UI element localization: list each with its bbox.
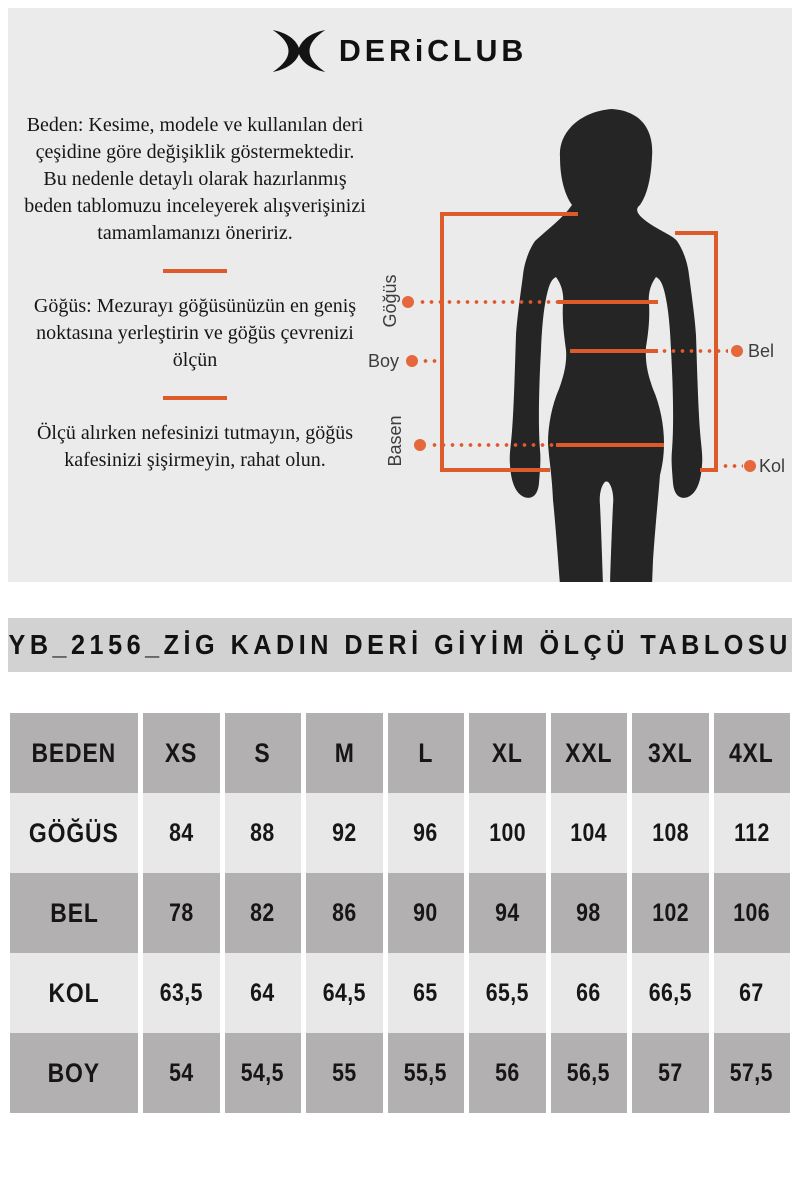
table-header-xxl: XXL	[551, 713, 628, 793]
orange-divider	[163, 269, 227, 273]
table-cell: 92	[306, 793, 383, 873]
dericlub-x-logo-icon	[271, 28, 327, 74]
table-cell: 100	[469, 793, 546, 873]
table-cell: 98	[551, 873, 628, 953]
waist-dotted-line	[660, 349, 728, 353]
chest-label: Göğüs	[380, 274, 400, 328]
hip-dotted-line	[430, 443, 556, 447]
table-cell: 94	[469, 873, 546, 953]
table-cell: 67	[714, 953, 791, 1033]
table-cell: 84	[143, 793, 220, 873]
brand-logo	[8, 28, 792, 74]
size-table	[10, 713, 790, 1113]
intro-paragraph-gogus: Göğüs: Mezurayı göğüsünüzün en geniş noktasına yerleştirin ve göğüs çevrenizi ölçün	[33, 295, 357, 371]
chest-dotted-line	[418, 300, 558, 304]
table-header-m: M	[306, 713, 383, 793]
table-cell: 66	[551, 953, 628, 1033]
left-bracket-top-line	[440, 212, 578, 216]
table-cell: 102	[632, 873, 709, 953]
table-cell: 57,5	[714, 1033, 791, 1113]
table-header-4xl: 4XL	[714, 713, 791, 793]
table-cell: 64	[225, 953, 302, 1033]
height-dotted-line	[421, 359, 443, 363]
table-cell: 54,5	[225, 1033, 302, 1113]
table-cell: 90	[388, 873, 465, 953]
row-label-boy: BOY	[10, 1033, 138, 1113]
table-cell: 66,5	[632, 953, 709, 1033]
table-title: YB_2156_ZİG KADIN DERİ GİYİM ÖLÇÜ TABLOSU	[8, 629, 792, 660]
intro-paragraph-beden: Beden: Kesime, modele ve kullanılan deri çeşidine göre değişiklik göstermektedir. Bu nedenle detaylı olarak hazırlanmış beden tablomuzu inceleyerek alışverişinizi tamamlamanızı öneririz.	[24, 114, 366, 244]
hip-label: Basen	[385, 415, 405, 467]
table-cell: 65,5	[469, 953, 546, 1033]
row-label-kol: KOL	[10, 953, 138, 1033]
arm-label: Kol	[759, 456, 786, 476]
table-title-banner	[8, 618, 792, 672]
table-cell: 55,5	[388, 1033, 465, 1113]
table-cell: 88	[225, 793, 302, 873]
table-cell: 86	[306, 873, 383, 953]
table-header-xs: XS	[143, 713, 220, 793]
intro-paragraph-olcu: Ölçü alırken nefesinizi tutmayın, göğüs kafesinizi şişirmeyin, rahat olun.	[36, 422, 354, 471]
waist-measure-line	[570, 349, 658, 353]
table-header-l: L	[388, 713, 465, 793]
table-header-3xl: 3XL	[632, 713, 709, 793]
table-cell: 63,5	[143, 953, 220, 1033]
table-header-xl: XL	[469, 713, 546, 793]
measurement-info-card	[8, 8, 792, 582]
orange-divider	[163, 396, 227, 400]
right-bracket-top-line	[675, 231, 718, 235]
table-cell: 82	[225, 873, 302, 953]
table-cell: 54	[143, 1033, 220, 1113]
sizing-intro-text	[22, 112, 368, 474]
row-label-bel: BEL	[10, 873, 138, 953]
table-cell: 56	[469, 1033, 546, 1113]
table-cell: 104	[551, 793, 628, 873]
arm-dotted-line	[721, 464, 743, 468]
height-label: Boy	[368, 351, 400, 371]
table-cell: 108	[632, 793, 709, 873]
woman-back-silhouette	[492, 105, 732, 582]
table-cell: 106	[714, 873, 791, 953]
chest-dot	[402, 296, 414, 308]
brand-name: DERiCLUB	[338, 33, 528, 68]
waist-label: Bel	[748, 341, 775, 361]
height-dot	[406, 355, 418, 367]
table-header-s: S	[225, 713, 302, 793]
hip-dot	[414, 439, 426, 451]
left-bracket-vertical-line	[440, 212, 444, 472]
table-cell: 57	[632, 1033, 709, 1113]
row-label-gogus: GÖĞÜS	[10, 793, 138, 873]
table-header-beden: BEDEN	[10, 713, 138, 793]
hip-measure-line	[556, 443, 664, 447]
left-bracket-bottom-line	[440, 468, 550, 472]
waist-dot	[731, 345, 743, 357]
table-cell: 65	[388, 953, 465, 1033]
chest-measure-line	[558, 300, 658, 304]
table-cell: 55	[306, 1033, 383, 1113]
table-cell: 64,5	[306, 953, 383, 1033]
arm-dot	[744, 460, 756, 472]
right-bracket-bottom-line	[700, 468, 718, 472]
table-cell: 96	[388, 793, 465, 873]
table-cell: 56,5	[551, 1033, 628, 1113]
table-cell: 78	[143, 873, 220, 953]
table-cell: 112	[714, 793, 791, 873]
